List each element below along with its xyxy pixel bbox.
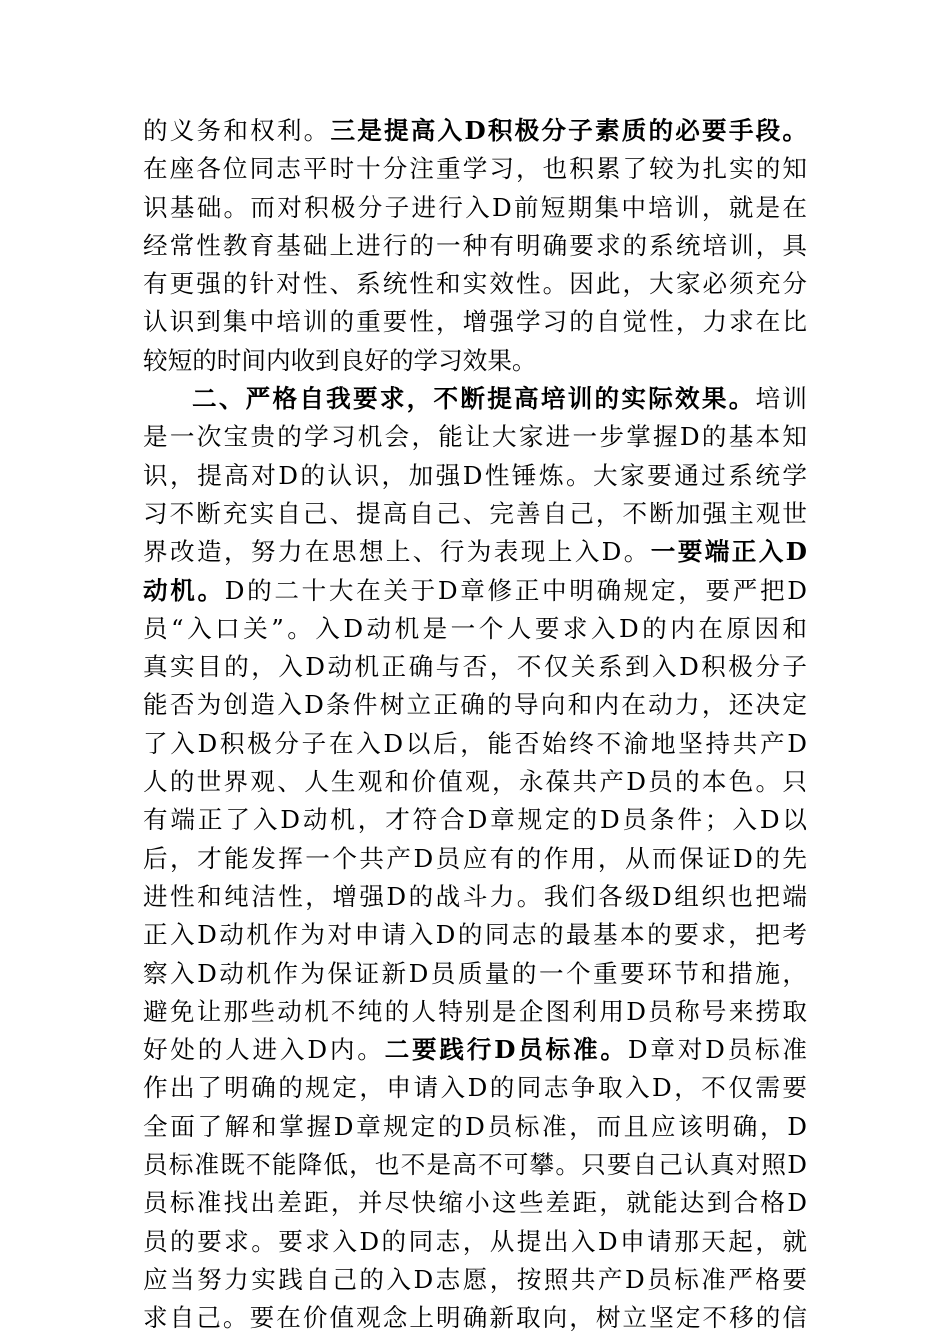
text-segment: 员的要求。要求入D的同志，从提出入D申请那天起，就 bbox=[143, 1226, 807, 1256]
text-line bbox=[143, 303, 807, 341]
text-line bbox=[143, 533, 807, 571]
text-line bbox=[143, 610, 807, 648]
text-line bbox=[143, 227, 807, 265]
text-line bbox=[143, 495, 807, 533]
text-line bbox=[143, 648, 807, 686]
text-segment: 正入D动机作为对申请入D的同志的最基本的要求，把考 bbox=[143, 920, 807, 950]
text-line bbox=[143, 1299, 807, 1337]
text-line bbox=[143, 150, 807, 188]
text-segment: 经常性教育基础上进行的一种有明确要求的系统培训，具 bbox=[143, 230, 807, 260]
text-segment: 界改造，努力在思想上、行为表现上入D。 bbox=[143, 537, 651, 567]
text-line bbox=[143, 878, 807, 916]
text-line bbox=[143, 572, 807, 610]
text-segment: 作出了明确的规定，申请入D的同志争取入D，不仅需要 bbox=[143, 1073, 807, 1103]
bold-text-segment: 三是提高入D积极分子素质的必要手段。 bbox=[330, 116, 807, 145]
text-segment: 应当努力实践自己的入D志愿，按照共产D员标准严格要 bbox=[143, 1264, 807, 1294]
text-line bbox=[143, 686, 807, 724]
text-segment: 员“入口关”。入D动机是一个人要求入D的内在原因和 bbox=[143, 613, 807, 643]
text-segment: 全面了解和掌握D章规定的D员标准，而且应该明确，D bbox=[143, 1111, 807, 1141]
text-segment: 人的世界观、人生观和价值观，永葆共产D员的本色。只 bbox=[143, 767, 807, 797]
text-line bbox=[143, 840, 807, 878]
text-segment: 识，提高对D的认识，加强D性锤炼。大家要通过系统学 bbox=[143, 460, 807, 490]
text-line bbox=[143, 801, 807, 839]
text-segment: 真实目的，入D动机正确与否，不仅关系到入D积极分子 bbox=[143, 652, 807, 682]
text-segment: 识基础。而对积极分子进行入D前短期集中培训，就是在 bbox=[143, 192, 807, 222]
text-segment: 培训 bbox=[755, 384, 807, 414]
text-line bbox=[143, 916, 807, 954]
text-line bbox=[143, 1184, 807, 1222]
text-segment: 察入D动机作为保证新D员质量的一个重要环节和措施， bbox=[143, 958, 807, 988]
text-segment: 员标准找出差距，并尽快缩小这些差距，就能达到合格D bbox=[143, 1188, 807, 1218]
text-line bbox=[143, 1146, 807, 1184]
bold-text-segment: 一要端正入D bbox=[650, 537, 807, 567]
text-segment: D的二十大在关于D章修正中明确规定，要严把D bbox=[224, 575, 807, 605]
bold-text-segment: 二、严格自我要求，不断提高培训的实际效果。 bbox=[192, 384, 756, 414]
text-segment: 有端正了入D动机，才符合D章规定的D员条件；入D以 bbox=[143, 805, 807, 835]
text-line bbox=[143, 189, 807, 227]
text-segment: 认识到集中培训的重要性，增强学习的自觉性，力求在比 bbox=[143, 307, 807, 337]
text-line bbox=[143, 380, 807, 418]
text-segment: 能否为创造入D条件树立正确的导向和内在动力，还决定 bbox=[143, 690, 807, 720]
text-segment: 求自己。要在价值观念上明确新取向，树立坚定不移的信 bbox=[143, 1303, 807, 1333]
text-line bbox=[143, 418, 807, 456]
bold-text-segment: 动机。 bbox=[143, 575, 225, 605]
text-segment: 员标准既不能降低，也不是高不可攀。只要自己认真对照D bbox=[143, 1150, 807, 1180]
text-line bbox=[143, 457, 807, 495]
text-segment: 是一次宝贵的学习机会，能让大家进一步掌握D的基本知 bbox=[143, 422, 807, 452]
text-segment: 有更强的针对性、系统性和实效性。因此，大家必须充分 bbox=[143, 269, 807, 299]
text-segment: 了入D积极分子在入D以后，能否始终不渝地坚持共产D bbox=[143, 728, 807, 758]
text-segment: 进性和纯洁性，增强D的战斗力。我们各级D组织也把端 bbox=[143, 881, 807, 911]
text-line bbox=[143, 112, 807, 150]
text-segment: 后，才能发挥一个共产D员应有的作用，从而保证D的先 bbox=[143, 843, 807, 873]
text-line bbox=[143, 955, 807, 993]
text-segment: 避免让那些动机不纯的人特别是企图利用D员称号来捞取 bbox=[143, 996, 807, 1026]
text-segment: 较短的时间内收到良好的学习效果。 bbox=[143, 345, 537, 375]
text-line bbox=[143, 1031, 807, 1069]
document-body bbox=[143, 112, 807, 1338]
text-segment: 在座各位同志平时十分注重学习，也积累了较为扎实的知 bbox=[143, 154, 807, 184]
text-line bbox=[143, 1108, 807, 1146]
text-segment: 好处的人进入D内。 bbox=[143, 1035, 385, 1065]
text-line bbox=[143, 342, 807, 380]
text-line bbox=[143, 725, 807, 763]
text-line bbox=[143, 993, 807, 1031]
text-line bbox=[143, 763, 807, 801]
text-line bbox=[143, 265, 807, 303]
bold-text-segment: 二要践行D员标准。 bbox=[384, 1035, 628, 1065]
text-segment: 习不断充实自己、提高自己、完善自己，不断加强主观世 bbox=[143, 498, 807, 528]
text-segment: D章对D员标准 bbox=[627, 1035, 807, 1065]
text-line bbox=[143, 1261, 807, 1299]
text-line bbox=[143, 1069, 807, 1107]
text-segment: 的义务和权利。 bbox=[143, 116, 331, 145]
text-line bbox=[143, 1223, 807, 1261]
